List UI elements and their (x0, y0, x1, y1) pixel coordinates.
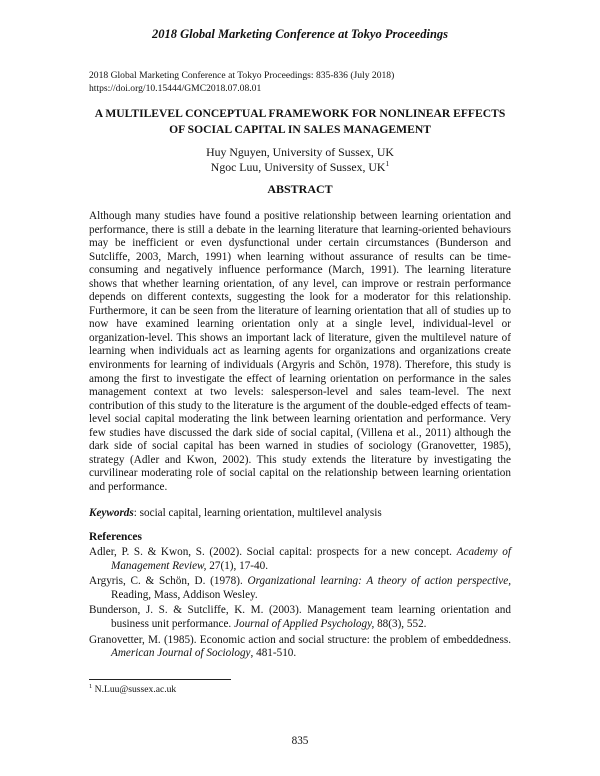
citation-block (89, 70, 519, 95)
keywords-text: social capital, learning orientation, multilevel analysis (136, 507, 382, 519)
reference-source: Organizational learning: A theory of action perspective, (247, 575, 511, 588)
reference-text: Argyris, C. & Schön, D. (1978). (89, 575, 248, 588)
reference-list (89, 546, 511, 663)
paper-title (70, 106, 530, 138)
keywords-separator: : (133, 507, 137, 519)
footnote-marker: 1 (385, 159, 390, 168)
author-line (0, 160, 600, 175)
reference-details: Reading, Mass, Addison Wesley. (111, 588, 258, 601)
footnote-email[interactable]: N.Luu@sussex.ac.uk (92, 684, 177, 695)
reference-text: Bunderson, J. S. & Sutcliffe, K. M. (2003). Management team learning orientation and business unit performance. (89, 604, 511, 630)
reference-text: Granovetter, M. (1985). Economic action and social structure: the problem of embeddedness. (89, 633, 511, 646)
reference-item (89, 604, 511, 631)
reference-source: Journal of Applied Psychology, (234, 617, 375, 630)
footnote (89, 684, 176, 695)
paper-title-line: OF SOCIAL CAPITAL IN SALES MANAGEMENT (169, 123, 431, 136)
author-line (0, 145, 600, 160)
references-heading: References (89, 531, 142, 543)
paper-title-line: A MULTILEVEL CONCEPTUAL FRAMEWORK FOR NONLINEAR EFFECTS (94, 107, 506, 120)
reference-details: , 481-510. (250, 647, 297, 660)
reference-details: 27(1), 17-40. (206, 559, 269, 572)
abstract-heading: ABSTRACT (267, 182, 333, 196)
reference-item (89, 546, 511, 573)
conference-header: 2018 Global Marketing Conference at Tokyo Proceedings (151, 27, 449, 41)
keywords-label: Keywords (89, 507, 134, 519)
reference-text: Adler, P. S. & Kwon, S. (2002). Social capital: prospects for a new concept. (89, 546, 457, 558)
author-name: Ngoc Luu, University of Sussex, UK (210, 160, 386, 174)
author-name: Huy Nguyen, University of Sussex, UK (206, 145, 394, 159)
doi-link[interactable]: https://doi.org/10.15444/GMC2018.07.08.01 (89, 82, 262, 94)
reference-source: Academy of Management Review, (111, 546, 511, 572)
reference-details: 88(3), 552. (374, 617, 427, 630)
keywords-line (89, 506, 511, 520)
page-number: 835 (291, 735, 309, 747)
footnote-divider (89, 679, 231, 680)
reference-item (89, 575, 511, 602)
footnote-marker: 1 (89, 683, 93, 690)
author-list (0, 145, 600, 175)
reference-source: American Journal of Sociology (111, 647, 251, 660)
abstract-text: Although many studies have found a positive relationship between learning orientation and performance, there is still a debate in the learning literature that learning-oriented behaviours may be inefficient or even dysfunctional under certain circumstances (Bunderson and Sutcliffe, 2003, March, 1991) when learning without assurance of results can be time-consuming and negatively influence performance (March, 1991). The learning literature shows that whether learning orientation, of any level, can improve or restrain performance depends on different contexts, suggesting the look for a moderator for this relationship. Furthermore, it can be seen from the literature of learning orientation that all of studies up to now have examined learning orientation only at a single level, individual-level or organization-level. This shows an important lack of literature, given the multilevel nature of learning when individuals act as learning agents for organizations and organizations create environments for learning of individuals (Argyris and Schön, 1978). Therefore, this study is among the first to investigate the effect of learning orientation on performance in the sales management context at two levels: salesperson-level and sales team-level. The next contribution of this study to the literature is the argument of the double-edged effects of team-level social capital moderating the link between learning orientation and performance. Very few studies have discussed the dark side of social capital, (Villena et al., 2011) although the dark side of social capital has been warned in studies of sociology (Granovetter, 1985), strategy (Adler and Kwon, 2002). This study extends the literature by investigating the curvilinear moderating role of social capital on the relationship between learning orientation and performance. (89, 210, 511, 493)
reference-item (89, 634, 511, 661)
citation-line: 2018 Global Marketing Conference at Tokyo Proceedings: 835-836 (July 2018) (89, 70, 395, 81)
